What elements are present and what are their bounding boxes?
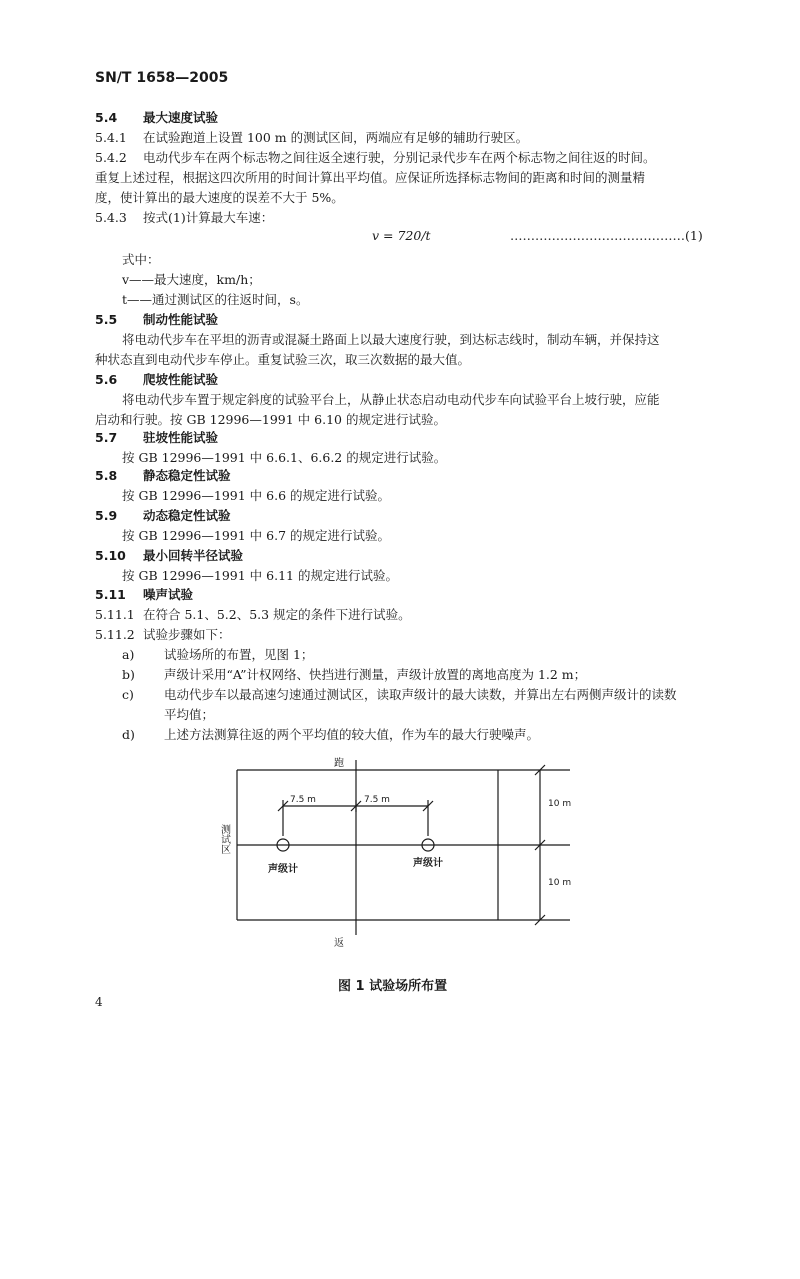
list-item-a: a) 试验场所的布置，见图 1；: [122, 647, 314, 662]
sound-meter-right-label: 声级计: [413, 858, 443, 869]
dim-label-bottom-10m: 10 m: [548, 878, 572, 888]
page-number: 4: [95, 995, 103, 1009]
label-bottom-return: 返: [334, 938, 344, 949]
list-item-c: c) 电动代步车以最高速匀速通过测试区，读取声级计的最大读数，并算出左右两侧声级计的读数: [122, 687, 677, 702]
section-5-11-heading: 5.11 噪声试验: [95, 587, 194, 602]
section-5-10-body: 按 GB 12996—1991 中 6.11 的规定进行试验。: [122, 568, 398, 583]
section-5-5-body-1: 将电动代步车在平坦的沥青或混凝土路面上以最大速度行驶，到达标志线时，制动车辆，并保持这: [122, 332, 660, 347]
section-5-6-heading: 5.6 爬坡性能试验: [95, 372, 219, 387]
section-5-9-heading: 5.9 动态稳定性试验: [95, 508, 231, 523]
document-number: SN/T 1658—2005: [95, 70, 229, 86]
clause-5-4-2: 5.4.2 电动代步车在两个标志物之间往返全速行驶，分别记录代步车在两个标志物之间往返的时间。: [95, 150, 656, 165]
dim-label-right: 7.5 m: [364, 795, 390, 805]
section-5-6-body-2: 启动和行驶。按 GB 12996—1991 中 6.10 的规定进行试验。: [95, 412, 446, 427]
section-5-8-body: 按 GB 12996—1991 中 6.6 的规定进行试验。: [122, 488, 390, 503]
formula-ref: ……………………………………(1): [510, 228, 703, 243]
clause-5-4-2-cont1: 重复上述过程，根据这四次所用的时间计算出平均值。应保证所选择标志物间的距离和时间的测量精: [95, 170, 646, 185]
section-5-4-heading: 5.4 最大速度试验: [95, 110, 219, 125]
figure-caption: 图 1 试验场所布置: [338, 979, 448, 994]
dim-label-top-10m: 10 m: [548, 799, 572, 809]
section-5-10-heading: 5.10 最小回转半径试验: [95, 548, 244, 563]
list-item-b: b) 声级计采用“A”计权网络、快挡进行测量，声级计放置的离地高度为 1.2 m；: [122, 667, 587, 682]
section-5-7-body: 按 GB 12996—1991 中 6.6.1、6.6.2 的规定进行试验。: [122, 450, 447, 465]
list-item-d: d) 上述方法测算往返的两个平均值的较大值，作为车的最大行驶噪声。: [122, 727, 540, 742]
clause-5-4-1: 5.4.1 在试验跑道上设置 100 m 的测试区间，两端应有足够的辅助行驶区。: [95, 130, 529, 145]
clause-5-11-1: 5.11.1 在符合 5.1、5.2、5.3 规定的条件下进行试验。: [95, 607, 411, 622]
clause-5-4-3: 5.4.3 按式(1)计算最大车速：: [95, 210, 274, 225]
where-v: v——最大速度，km/h；: [122, 272, 261, 287]
clause-5-11-2: 5.11.2 试验步骤如下：: [95, 627, 231, 642]
label-top-run: 跑: [334, 758, 344, 769]
section-5-6-body-1: 将电动代步车置于规定斜度的试验平台上，从静止状态启动电动代步车向试验平台上坡行驶，应能: [122, 392, 660, 407]
section-5-7-heading: 5.7 驻坡性能试验: [95, 430, 219, 445]
section-5-5-body-2: 种状态直到电动代步车停止。重复试验三次，取三次数据的最大值。: [95, 352, 471, 367]
where-t: t——通过测试区的往返时间，s。: [122, 292, 309, 307]
list-item-c-cont: 平均值；: [164, 707, 215, 722]
section-5-9-body: 按 GB 12996—1991 中 6.7 的规定进行试验。: [122, 528, 390, 543]
label-test-zone: 测试区: [218, 824, 230, 854]
where-label: 式中：: [122, 252, 160, 267]
dim-label-left: 7.5 m: [290, 795, 316, 805]
sound-meter-left-label: 声级计: [268, 864, 298, 875]
formula-1: v = 720/t: [372, 228, 431, 243]
section-5-8-heading: 5.8 静态稳定性试验: [95, 468, 231, 483]
clause-5-4-2-cont2: 度，使计算出的最大速度的误差不大于 5%。: [95, 190, 344, 205]
section-5-5-heading: 5.5 制动性能试验: [95, 312, 219, 327]
